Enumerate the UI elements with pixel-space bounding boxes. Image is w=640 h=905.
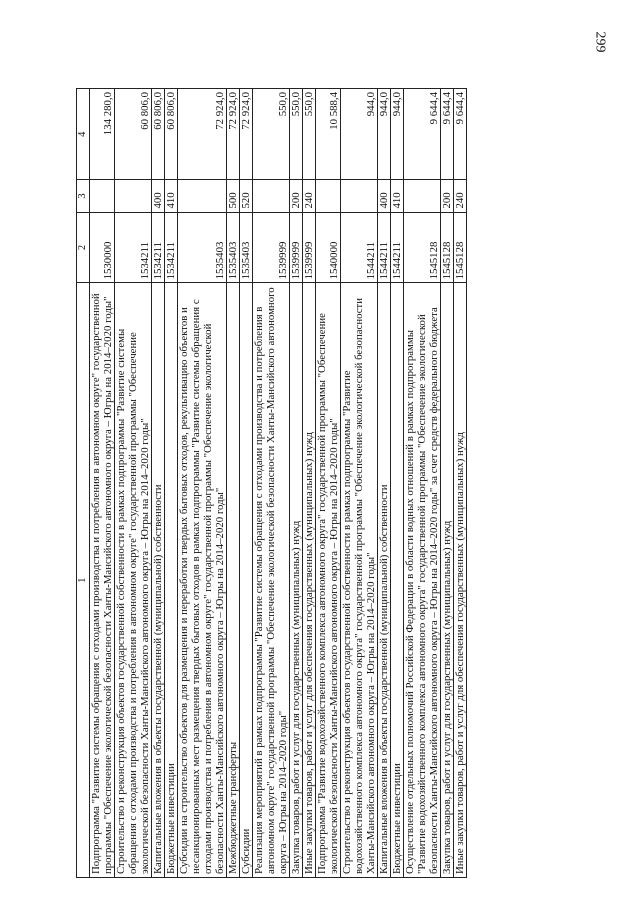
table-header-row <box>77 89 90 878</box>
table-row <box>378 89 391 878</box>
table-row <box>391 89 404 878</box>
table-row <box>240 89 253 878</box>
row-name: Субсидии <box>240 283 253 878</box>
row-amount: 944,0 <box>378 89 391 181</box>
row-name: Закупка товаров, работ и услуг для государственных (муниципальных) нужд <box>441 283 454 878</box>
row-code: 1534211 <box>115 212 152 283</box>
row-type: 240 <box>454 180 467 212</box>
table-row <box>90 89 115 878</box>
row-type <box>178 180 227 212</box>
row-code: 1544211 <box>341 212 378 283</box>
row-code: 1535403 <box>240 212 253 283</box>
row-type: 400 <box>152 180 165 212</box>
row-code: 1545128 <box>441 212 454 283</box>
row-name: Бюджетные инвестиции <box>165 283 178 878</box>
row-type <box>341 180 378 212</box>
table-row <box>303 89 316 878</box>
row-code: 1535403 <box>178 212 227 283</box>
table-row <box>152 89 165 878</box>
row-name: Подпрограмма "Развитие системы обращения с отходами производства и потребления в автономном округе" государственной программы "Обеспечение экологической безопасности Ханты-Мансийского автономного округа – Югры на 2014–2020 годы" <box>90 283 115 878</box>
row-code: 1544211 <box>391 212 404 283</box>
row-amount: 72 924,0 <box>240 89 253 181</box>
row-amount: 60 806,0 <box>152 89 165 181</box>
row-amount: 944,0 <box>341 89 378 181</box>
row-type: 410 <box>391 180 404 212</box>
header-col-1: 1 <box>77 283 90 878</box>
row-name: Субсидии на строительство объектов для размещения и переработки твердых бытовых отходов, рекультивацию объектов и несанкционированных мест размещения твердых бытовых отходов в рамках подпрограммы "Развитие системы обращения с отходами производства и потребления в автономном округе" государственной программы "Обеспечение экологической безопасности Ханты-Мансийского автономного округа – Югры на 2014–2020 годы" <box>178 283 227 878</box>
row-name: Капитальные вложения в объекты государственной (муниципальной) собственности <box>152 283 165 878</box>
row-code: 1545128 <box>404 212 441 283</box>
row-code: 1534211 <box>152 212 165 283</box>
row-amount: 9 644,4 <box>404 89 441 181</box>
table-body <box>90 89 467 878</box>
row-amount: 134 280,0 <box>90 89 115 181</box>
row-name: Иные закупки товаров, работ и услуг для обеспечения государственных (муниципальных) нужд <box>303 283 316 878</box>
row-amount: 550,0 <box>290 89 303 181</box>
row-name: Строительство и реконструкция объектов государственной собственности в рамках подпрограммы "Развитие системы обращения с отходами производства и потребления в автономном округе" государственной программы "Обеспечение экологической безопасности Ханты-Мансийского автономного округа – Югры на 2014–2020 годы" <box>115 283 152 878</box>
rotated-table-container <box>76 88 616 878</box>
table-row <box>290 89 303 878</box>
row-type: 500 <box>227 180 240 212</box>
header-col-2: 2 <box>77 212 90 283</box>
table-row <box>441 89 454 878</box>
row-name: Иные закупки товаров, работ и услуг для обеспечения государственных (муниципальных) нужд <box>454 283 467 878</box>
row-name: Осуществление отдельных полномочий Российской Федерации в области водных отношений в рамках подпрограммы "Развитие водохозяйственного комплекса автономного округа" государственной программы "Обеспечение экологической безопасности Ханты-Мансийского автономного округа – Югры на 2014–2020 годы" за счет средств федерального бюджета <box>404 283 441 878</box>
row-type <box>316 180 341 212</box>
row-name: Закупка товаров, работ и услуг для государственных (муниципальных) нужд <box>290 283 303 878</box>
page-number: 299 <box>592 31 608 53</box>
table-row <box>404 89 441 878</box>
table-row <box>341 89 378 878</box>
row-type <box>90 180 115 212</box>
row-name: Капитальные вложения в объекты государственной (муниципальной) собственности <box>378 283 391 878</box>
row-type: 520 <box>240 180 253 212</box>
row-amount: 9 644,4 <box>441 89 454 181</box>
row-amount: 10 588,4 <box>316 89 341 181</box>
row-amount: 60 806,0 <box>165 89 178 181</box>
table-row <box>227 89 240 878</box>
table-row <box>115 89 152 878</box>
row-code: 1539999 <box>290 212 303 283</box>
row-name: Строительство и реконструкция объектов государственной собственности в рамках подпрограммы "Развитие водохозяйственного комплекса автономного округа" государственной программы "Обеспечение экологической безопасности Ханты-Мансийского автономного округа – Югры на 2014–2020 годы" <box>341 283 378 878</box>
row-type <box>115 180 152 212</box>
row-code: 1534211 <box>165 212 178 283</box>
table-row <box>165 89 178 878</box>
row-type <box>253 180 290 212</box>
row-type <box>404 180 441 212</box>
header-col-4: 4 <box>77 89 90 181</box>
table-row <box>253 89 290 878</box>
row-code: 1540000 <box>316 212 341 283</box>
row-name: Межбюджетные трансферты <box>227 283 240 878</box>
row-type: 400 <box>378 180 391 212</box>
row-amount: 72 924,0 <box>227 89 240 181</box>
row-code: 1535403 <box>227 212 240 283</box>
row-code: 1545128 <box>454 212 467 283</box>
rotated-table-area <box>76 88 616 878</box>
row-amount: 550,0 <box>303 89 316 181</box>
table-row <box>316 89 341 878</box>
row-code: 1530000 <box>90 212 115 283</box>
row-amount: 9 644,4 <box>454 89 467 181</box>
row-type: 240 <box>303 180 316 212</box>
row-type: 200 <box>441 180 454 212</box>
row-code: 1544211 <box>378 212 391 283</box>
table-row <box>178 89 227 878</box>
row-name: Бюджетные инвестиции <box>391 283 404 878</box>
row-amount: 550,0 <box>253 89 290 181</box>
budget-table <box>76 88 467 878</box>
row-type: 410 <box>165 180 178 212</box>
row-name: Реализация мероприятий в рамках подпрограммы "Развитие системы обращения с отходами производства и потребления в автономном округе" государственной программы "Обеспечение экологической безопасности Ханты-Мансийского автономного округа – Югры на 2014–2020 годы" <box>253 283 290 878</box>
row-code: 1539999 <box>253 212 290 283</box>
table-row <box>454 89 467 878</box>
row-amount: 72 924,0 <box>178 89 227 181</box>
row-code: 1539999 <box>303 212 316 283</box>
header-col-3: 3 <box>77 180 90 212</box>
row-name: Подпрограмма "Развитие водохозяйственного комплекса автономного округа" государственной программы "Обеспечение экологической безопасности Ханты-Мансийского автономного округа – Югры на 2014–2020 годы" <box>316 283 341 878</box>
row-amount: 60 806,0 <box>115 89 152 181</box>
row-amount: 944,0 <box>391 89 404 181</box>
row-type: 200 <box>290 180 303 212</box>
